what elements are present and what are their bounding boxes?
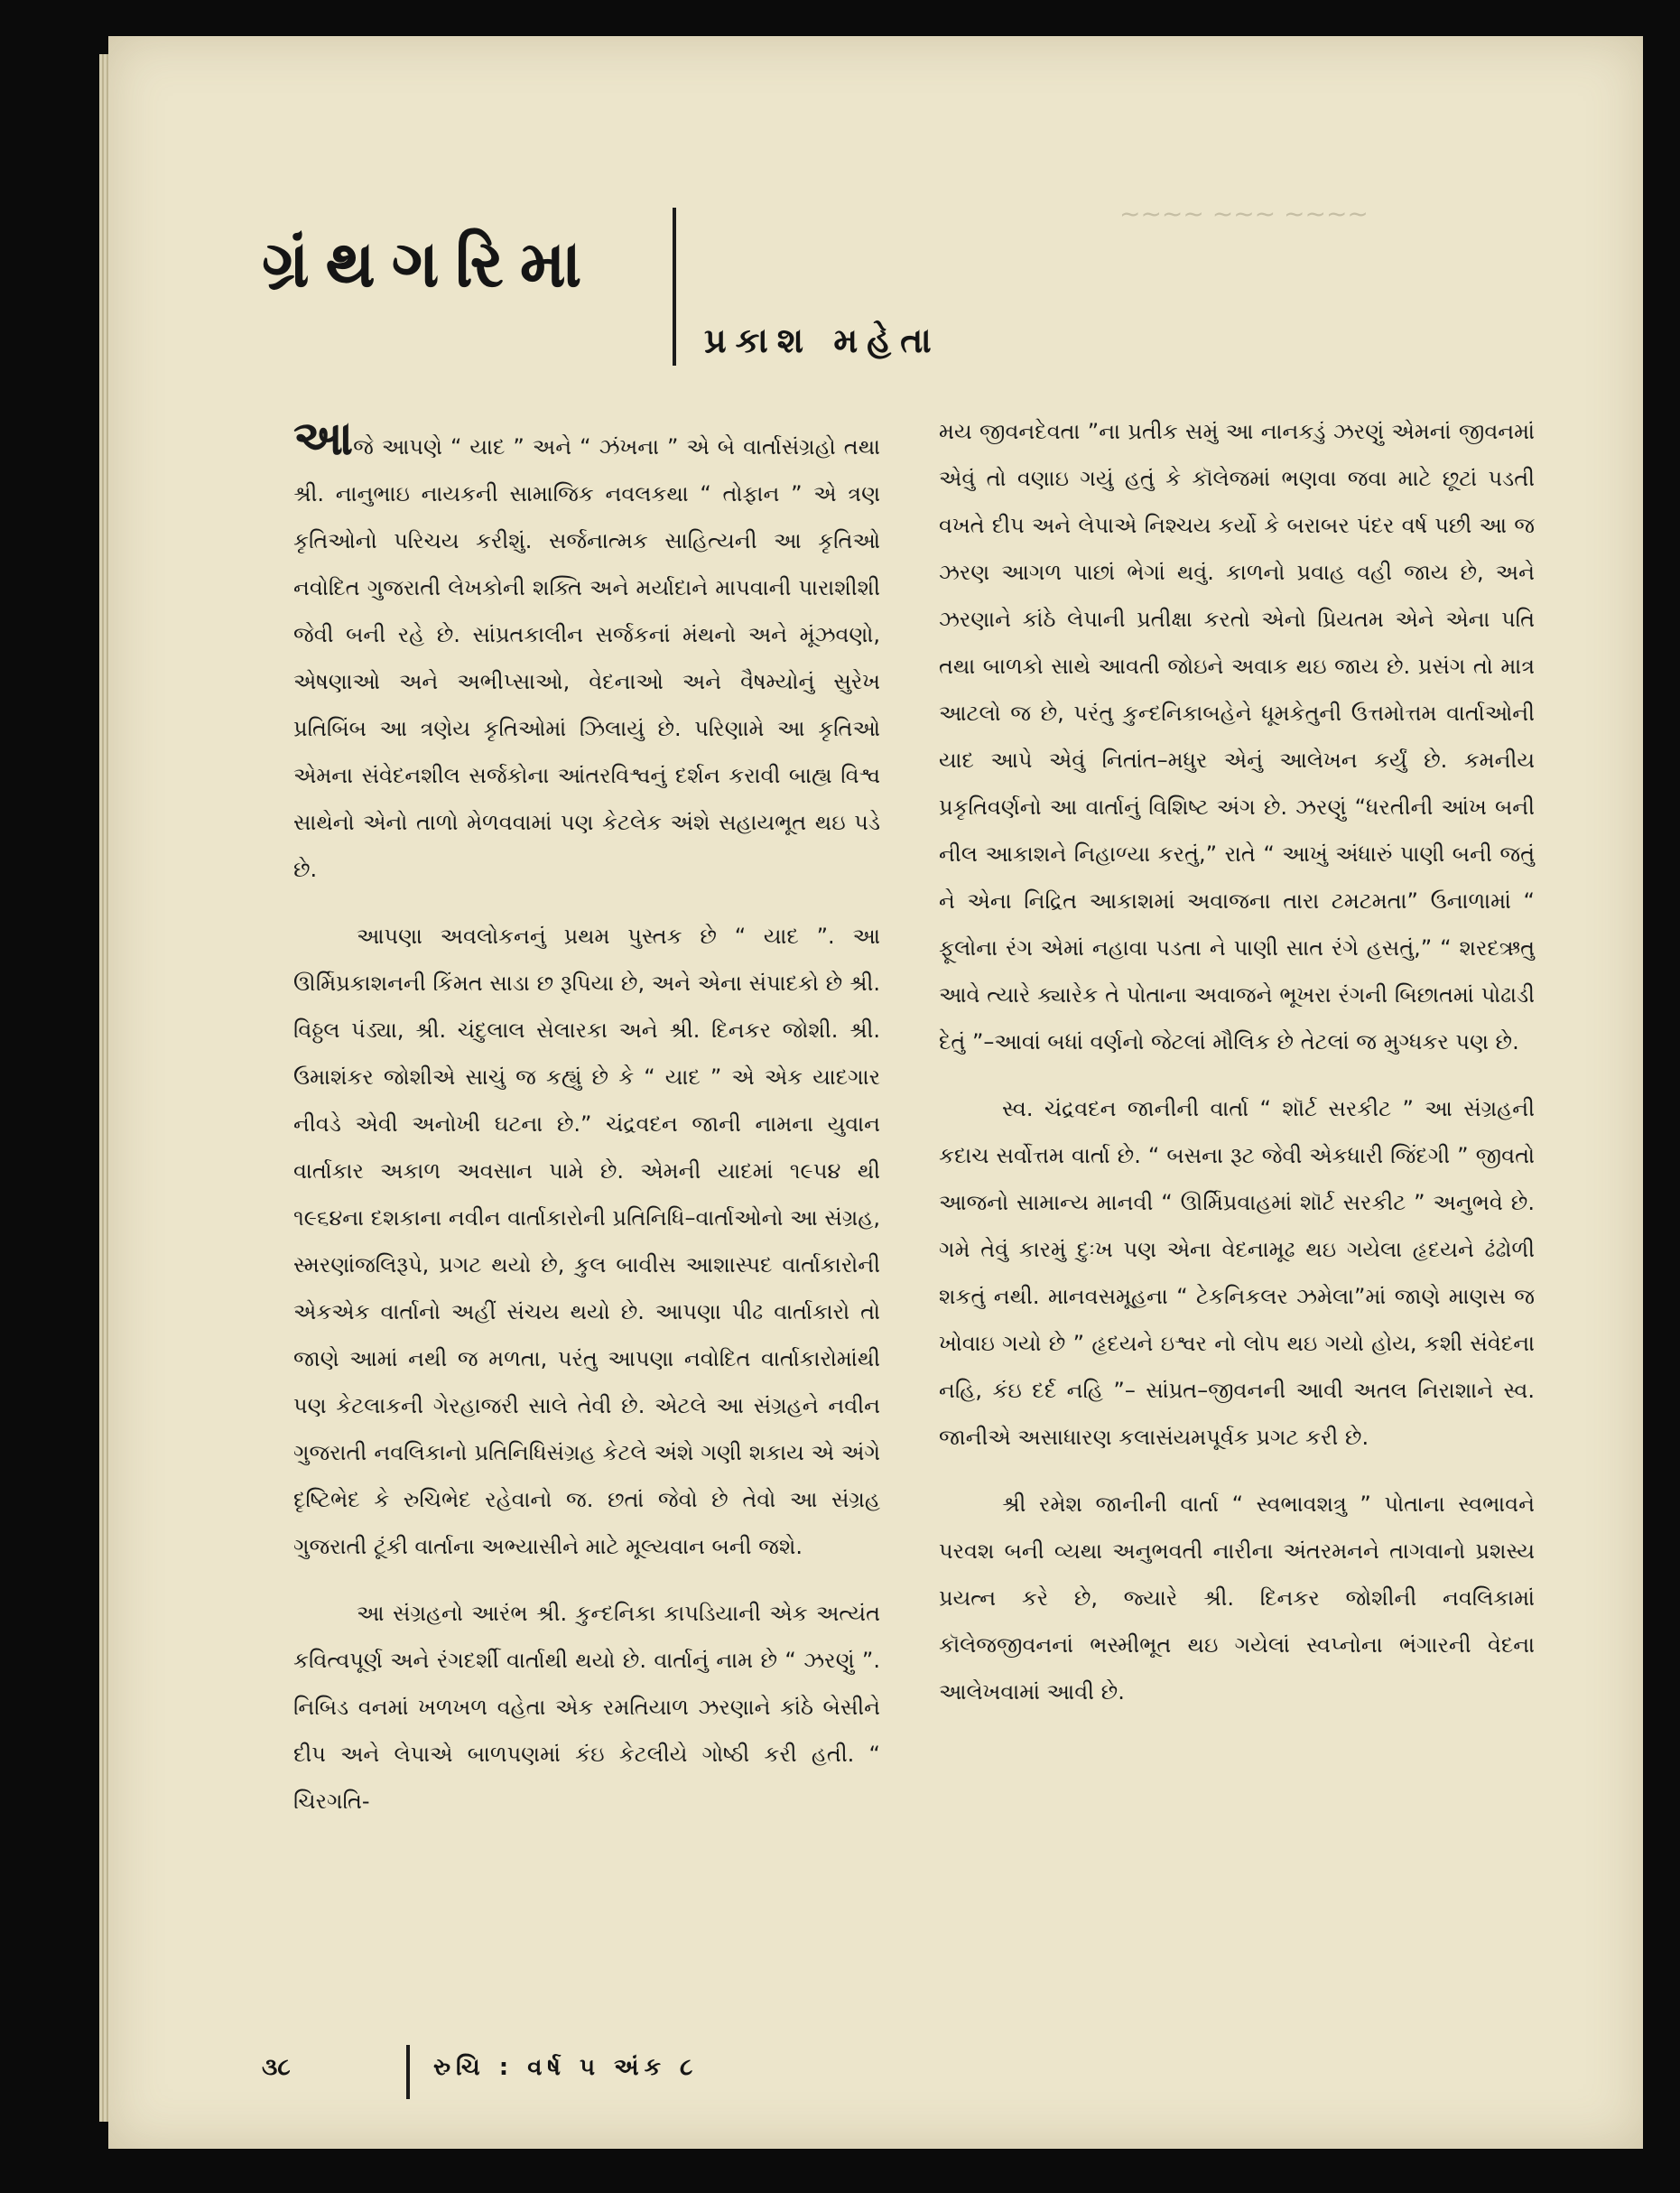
paragraph: મય જીવનદેવતા ”ના પ્રતીક સમું આ નાનકડું ઝરણું એમનાં જીવનમાં એવું તો વણાઇ ગયું હતું કે કૉલેજમાં ભણવા જવા માટે છૂટાં પડતી વખતે દીપ અને લેપાએ નિશ્ચય કર્યો કે બરાબર પંદર વર્ષ પછી આ જ ઝરણ આગળ પાછાં ભેગાં થવું. કાળનો પ્રવાહ વહી જાય છે, અને ઝરણાને કાંઠે લેપાની પ્રતીક્ષા કરતો એનો પ્રિયતમ એને એના પતિ તથા બાળકો સાથે આવતી જોઇને અવાક થઇ જાય છે. પ્રસંગ તો માત્ર આટલો જ છે, પરંતુ કુન્દનિકાબહેને ધૂમકેતુની ઉત્તમોત્તમ વાર્તાઓની યાદ આપે એવું નિતાંત–મધુર એનું આલેખન કર્યું છે. કમનીય પ્રકૃતિવર્ણનો આ વાર્તાનું વિશિષ્ટ અંગ છે. ઝરણું “ધરતીની આંખ બની નીલ આકાશને નિહાળ્યા કરતું,” રાતે “ આખું અંધારું પાણી બની જતું ને એના નિદ્રિત આકાશમાં અવાજના તારા ટમટમતા” ઉનાળામાં “ ફૂલોના રંગ એમાં નહાવા પડતા ને પાણી સાત રંગે હસતું,” “ શરદઋતુ આવે ત્યારે ક્યારેક તે પોતાના અવાજને ભૂખરા રંગની બિછાતમાં પોઢાડી દેતું ”–આવાં બધાં વર્ણનો જેટલાં મૌલિક છે તેટલાં જ મુગ્ધકર પણ છે. [939,419,1535,1055]
magazine-page [108,36,1643,2149]
footer-divider [406,2045,410,2099]
page-footer [262,2045,803,2099]
paragraph: આ સંગ્રહનો આરંભ શ્રી. કુન્દનિકા કાપડિયાની એક અત્યંત કવિત્વપૂર્ણ અને રંગદર્શી વાર્તાથી થયો છે. વાર્તાનું નામ છે “ ઝરણું ”. નિબિડ વનમાં ખળખળ વહેતા એક રમતિયાળ ઝરણાને કાંઠે બેસીને દીપ અને લેપાએ બાળપણમાં કંઇ કેટલીયે ગોષ્ઠી કરી હતી. “ ચિરગતિ- [293,1601,880,1814]
paragraph: શ્રી રમેશ જાનીની વાર્તા “ સ્વભાવશત્રુ ” પોતાના સ્વભાવને પરવશ બની વ્યથા અનુભવતી નારીના અંતરમનને તાગવાનો પ્રશસ્ય પ્રયત્ન કરે છે, જ્યારે શ્રી. દિનકર જોશીની નવલિકામાં કૉલેજજીવનનાં ભસ્મીભૂત થઇ ગયેલાં સ્વપ્નોના ભંગારની વેદના આલેખવામાં આવી છે. [939,1491,1535,1705]
right-column [939,408,1535,1735]
article-author: પ્રકાશ મહેતા [704,321,941,360]
paragraph [293,412,880,893]
page-number: ૩૮ [262,2054,291,2081]
article-title: ગ્રંથગરિમા [262,226,599,302]
magazine-issue: રુચિ : વર્ષ ૫ અંક ૮ [433,2054,699,2081]
paragraph: સ્વ. ચંદ્રવદન જાનીની વાર્તા “ શૉર્ટ સરકીટ ” આ સંગ્રહની કદાચ સર્વોત્તમ વાર્તા છે. “ બસના રૂટ જેવી એકધારી જિંદગી ” જીવતો આજનો સામાન્ય માનવી “ ઊર્મિપ્રવાહમાં શૉર્ટ સરકીટ ” અનુભવે છે. ગમે તેવું કારમું દુઃખ પણ એના વેદનામૂઢ થઇ ગયેલા હૃદયને ઢંઢોળી શકતું નથી. માનવસમૂહના “ ટેકનિકલર ઝમેલા”માં જાણે માણસ જ ખોવાઇ ગયો છે ” હૃદયને ઇશ્વર નો લોપ થઇ ગયો હોય, કશી સંવેદના નહિ, કંઇ દર્દ નહિ ”– સાંપ્રત–જીવનની આવી અતલ નિરાશાને સ્વ. જાનીએ અસાધારણ કલાસંયમપૂર્વક પ્રગટ કરી છે. [939,1096,1535,1450]
article-header [262,208,1165,388]
left-column [293,412,880,1845]
drop-cap: આ [293,412,354,466]
header-divider [673,208,676,366]
show-through-text: ~~~~ ~~~ ~~~~ [1119,199,1369,228]
paragraph: આપણા અવલોકનનું પ્રથમ પુસ્તક છે “ યાદ ”. આ ઊર્મિપ્રકાશનની કિંમત સાડા છ રૂપિયા છે, અને એના સંપાદકો છે શ્રી. વિઠ્ઠલ પંડ્યા, શ્રી. ચંદુલાલ સેલારકા અને શ્રી. દિનકર જોશી. શ્રી. ઉમાશંકર જોશીએ સાચું જ કહ્યું છે કે “ યાદ ” એ એક યાદગાર નીવડે એવી અનોખી ઘટના છે.” ચંદ્રવદન જાની નામના યુવાન વાર્તાકાર અકાળ અવસાન પામે છે. એમની યાદમાં ૧૯૫૪ થી ૧૯૬૪ના દશકાના નવીન વાર્તાકારોની પ્રતિનિધિ–વાર્તાઓનો આ સંગ્રહ, સ્મરણાંજલિરૂપે, પ્રગટ થયો છે, કુલ બાવીસ આશાસ્પદ વાર્તાકારોની એકએક વાર્તાનો અહીં સંચય થયો છે. આપણા પીઢ વાર્તાકારો તો જાણે આમાં નથી જ મળતા, પરંતુ આપણા નવોદિત વાર્તાકારોમાંથી પણ કેટલાકની ગેરહાજરી સાલે તેવી છે. એટલે આ સંગ્રહને નવીન ગુજરાતી નવલિકાનો પ્રતિનિધિસંગ્રહ કેટલે અંશે ગણી શકાય એ અંગે દૃષ્ટિભેદ કે રુચિભેદ રહેવાનો જ. છતાં જેવો છે તેવો આ સંગ્રહ ગુજરાતી ટૂંકી વાર્તાના અભ્યાસીને માટે મૂલ્યવાન બની જશે. [293,924,880,1559]
paragraph-text: જે આપણે “ યાદ ” અને “ ઝંખના ” એ બે વાર્તાસંગ્રહો તથા શ્રી. નાનુભાઇ નાયકની સામાજિક નવલકથા “ તોફાન ” એ ત્રણ કૃતિઓનો પરિચય કરીશું. સર્જનાત્મક સાહિત્યની આ કૃતિઓ નવોદિત ગુજરાતી લેખકોની શક્તિ અને મર્યાદાને માપવાની પારાશીશી જેવી બની રહે છે. સાંપ્રતકાલીન સર્જકનાં મંથનો અને મૂંઝવણો, એષણાઓ અને અભીપ્સાઓ, વેદનાઓ અને વૈષમ્યોનું સુરેખ પ્રતિબિંબ આ ત્રણેય કૃતિઓમાં ઝિલાયું છે. પરિણામે આ કૃતિઓ એમના સંવેદનશીલ સર્જકોના આંતરવિશ્વનું દર્શન કરાવી બાહ્ય વિશ્વ સાથેનો એનો તાળો મેળવવામાં પણ કેટલેક અંશે સહાયભૂત થઇ પડે છે. [293,434,880,882]
